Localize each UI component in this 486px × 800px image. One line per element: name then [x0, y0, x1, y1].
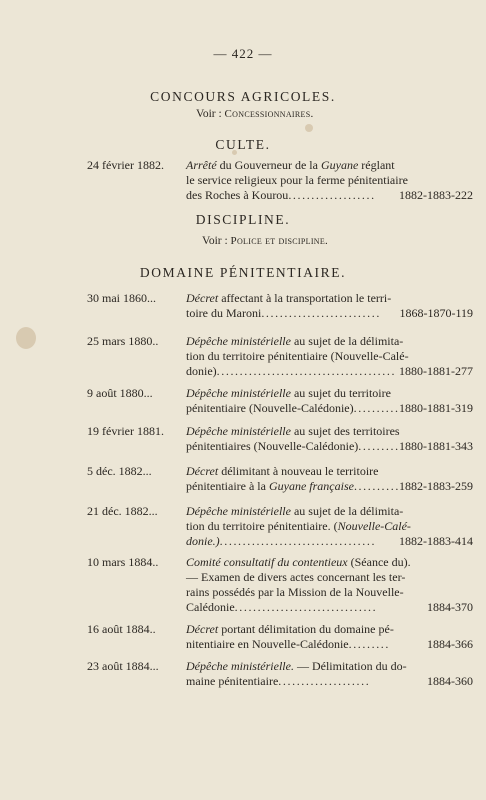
section-title-discipline: DISCIPLINE. — [195, 212, 291, 227]
entry-reference: 1884-360 — [427, 674, 473, 688]
entry-date: 25 mars 1880.. — [87, 334, 159, 348]
section-title-concours: CONCOURS AGRICOLES. — [150, 89, 336, 104]
entry-reference: 1884-370 — [427, 600, 473, 614]
entry-reference: 1884-366 — [427, 637, 473, 651]
entry-date: 19 février 1881. — [87, 424, 164, 438]
see-also-concours — [196, 108, 314, 120]
entry-text: Dépêche ministérielle au sujet des territoires pénitentiaires (Nouvelle-Calédonie)......... 1880-1881-343 — [186, 424, 473, 453]
section-title-culte: CULTE. — [215, 137, 271, 152]
entry-date: 30 mai 1860... — [87, 291, 156, 305]
entry-reference: 1882-1883-222 — [399, 188, 473, 202]
entry-date: 10 mars 1884.. — [87, 555, 159, 569]
paper-stain — [16, 327, 36, 349]
entry-text: Dépêche ministérielle au sujet de la délimita- tion du territoire pénitentiaire. (Nouvelle-Calé- donie.).................................. 1882-1883-414 — [186, 504, 473, 548]
entry-date: 21 déc. 1882... — [87, 504, 158, 518]
entry-reference: 1882-1883-259 — [399, 479, 473, 493]
entry-reference: 1868-1870-119 — [399, 306, 473, 320]
see-also-prefix: Voir : — [202, 235, 228, 247]
see-also-prefix: Voir : — [196, 108, 222, 120]
entry-text: Décret délimitant à nouveau le territoire pénitentiaire à la Guyane française.......... 1882-1883-259 — [186, 464, 473, 493]
entry-date: 24 février 1882. — [87, 158, 164, 172]
entry-text: Dépêche ministérielle au sujet de la délimita- tion du territoire pénitentiaire (Nouvelle-Calé- donie)....................................... 1880-1881-277 — [186, 334, 473, 378]
entry-reference: 1882-1883-414 — [399, 534, 473, 548]
entry-reference: 1880-1881-343 — [399, 439, 473, 453]
entry-text: Arrêté du Gouverneur de la Guyane réglant le service religieux pour la ferme pénitentiaire des Roches à Kourou................... 1882-1883-222 — [186, 158, 473, 202]
see-also-target: Concessionnaires. — [224, 108, 314, 120]
entry-text: Dépêche ministérielle. — Délimitation du do- maine pénitentiaire.................... 1884-360 — [186, 659, 473, 688]
entry-text: Décret affectant à la transportation le terri- toire du Maroni.......................... 1868-1870-119 — [186, 291, 473, 320]
entry-date: 5 déc. 1882... — [87, 464, 152, 478]
page-number: — 422 — — [213, 46, 273, 61]
entry-date: 16 août 1884.. — [87, 622, 156, 636]
see-also-discipline — [202, 235, 328, 247]
paper-stain — [305, 124, 313, 132]
see-also-target: Police et discipline. — [230, 235, 329, 247]
entry-reference: 1880-1881-277 — [399, 364, 473, 378]
entry-text: Décret portant délimitation du domaine pé- nitentiaire en Nouvelle-Calédonie......... 1884-366 — [186, 622, 473, 651]
entry-text: Comité consultatif du contentieux (Séance du). — Examen de divers actes concernant les ter- rains possédés par la Mission de la Nouvelle- Calédonie............................... 1884-370 — [186, 555, 473, 614]
entry-date: 9 août 1880... — [87, 386, 153, 400]
entry-date: 23 août 1884... — [87, 659, 159, 673]
entry-reference: 1880-1881-319 — [399, 401, 473, 415]
entry-text: Dépêche ministérielle au sujet du territoire pénitentiaire (Nouvelle-Calédonie).......... 1880-1881-319 — [186, 386, 473, 415]
section-title-domaine: DOMAINE PÉNITENTIAIRE. — [139, 265, 347, 280]
